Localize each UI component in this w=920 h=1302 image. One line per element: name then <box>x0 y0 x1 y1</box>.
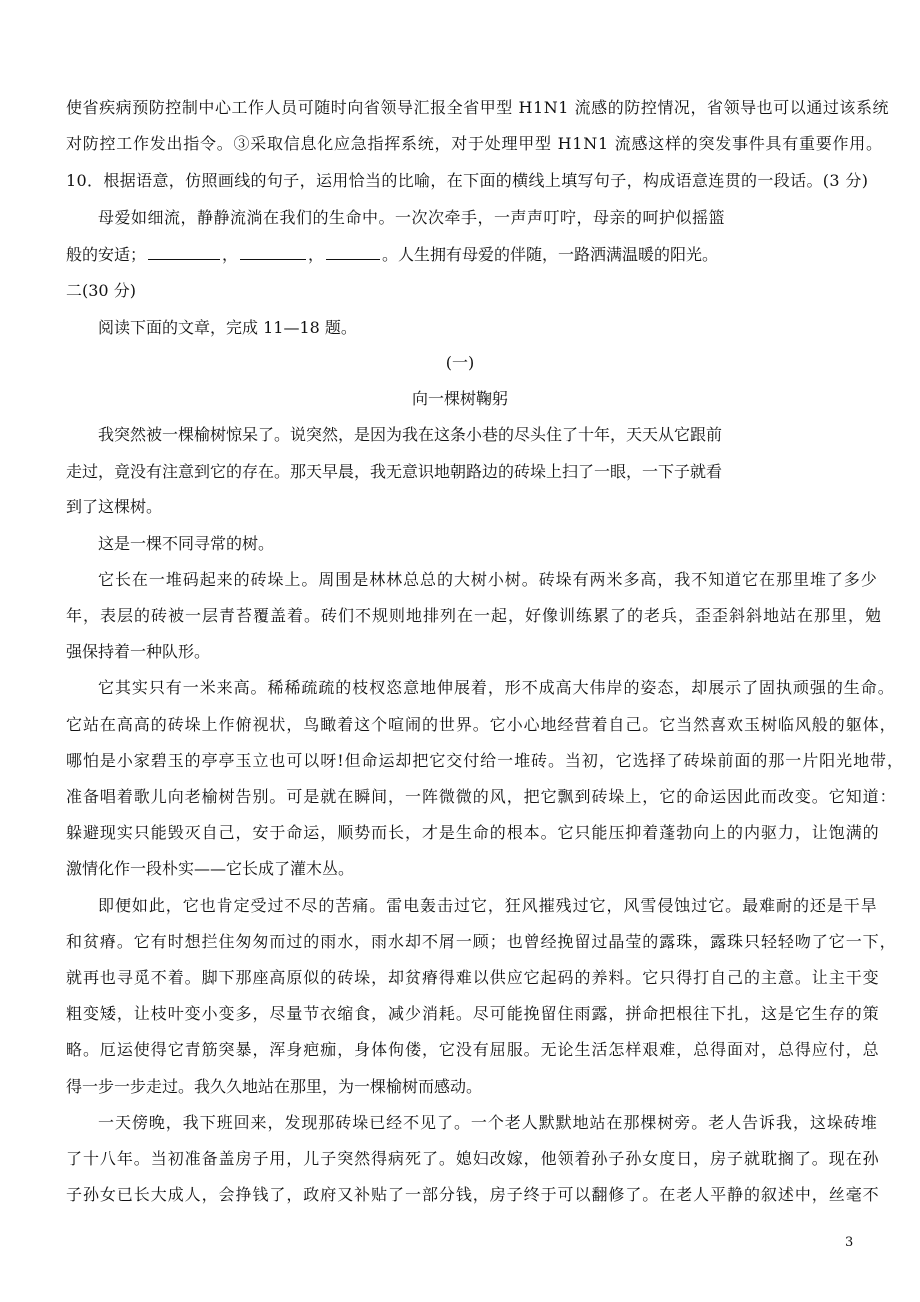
part-label: (一) <box>445 353 475 372</box>
article-title: 向一棵树鞠躬 <box>411 389 508 408</box>
paragraph-line: 了十八年。当初准备盖房子用，儿子突然得病死了。媳妇改嫁，他领着孙子孙女度日，房子就耽搁了。现在孙 <box>66 1149 880 1168</box>
text-line: 对防控工作发出指令。③采取信息化应急指挥系统，对于处理甲型 H1N1 流感这样的突发事件具有重要作用。 <box>66 134 883 153</box>
paragraph-line: 和贫瘠。它有时想拦住匆匆而过的雨水，雨水却不屑一顾；也曾经挽留过晶莹的露珠，露珠只轻轻吻了它一下， <box>66 932 897 951</box>
paragraph-line: 强保持着一种队形。 <box>66 642 211 661</box>
paragraph-line: 即便如此，它也肯定受过不尽的苦痛。雷电轰击过它，狂风摧残过它，风雪侵蚀过它。最难耐的还是干旱 <box>98 896 878 915</box>
fill-in-line <box>66 244 718 265</box>
paragraph-line: 到了这棵树。 <box>66 497 163 516</box>
text-segment: ， <box>308 245 325 264</box>
paragraph-line: 粗变矮，让枝叶变小变多，尽量节衣缩食，减少消耗。尽可能挽留住雨露，拼命把根往下扎，这是它生存的策 <box>66 1004 880 1023</box>
paragraph-line: 哪怕是小家碧玉的亭亭玉立也可以呀!但命运却把它交付给一堆砖。当初，它选择了砖垛前面的那一片阳光地带， <box>66 751 904 770</box>
text-segment: ， <box>222 245 239 264</box>
paragraph-line: 它站在高高的砖垛上作俯视状，鸟瞰着这个喧闹的世界。它小心地经营着自己。它当然喜欢玉树临风般的躯体， <box>66 715 897 734</box>
answer-blank-2 <box>240 244 306 260</box>
paragraph-line: 激情化作一段朴实——它长成了灌木丛。 <box>66 859 355 878</box>
paragraph-line: 这是一棵不同寻常的树。 <box>98 534 275 553</box>
paragraph-line: 子孙女已长大成人，会挣钱了，政府又补贴了一部分钱，房子终于可以翻修了。在老人平静的叙述中，丝毫不 <box>66 1185 880 1204</box>
answer-blank-3 <box>326 244 380 260</box>
paragraph-line: 略。厄运使得它青筋突暴，浑身疤痂，身体佝偻，它没有屈服。无论生活怎样艰难，总得面对，总得应付，总 <box>66 1040 880 1059</box>
paragraph-line: 就再也寻觅不着。脚下那座高原似的砖垛，却贫瘠得难以供应它起码的养料。它只得打自己的主意。让主干变 <box>66 968 880 987</box>
section-heading: 二(30 分) <box>66 281 136 300</box>
paragraph-line: 我突然被一棵榆树惊呆了。说突然，是因为我在这条小巷的尽头住了十年，天天从它跟前 <box>98 425 723 444</box>
paragraph-line: 走过，竟没有注意到它的存在。那天早晨，我无意识地朝路边的砖垛上扫了一眼，一下子就看 <box>66 462 723 481</box>
paragraph-line: 躲避现实只能毁灭自己，安于命运，顺势而长，才是生命的根本。它只能压抑着蓬勃向上的内驱力，让饱满的 <box>66 823 880 842</box>
text-segment: 般的安适； <box>66 245 147 264</box>
text-segment: 。人生拥有母爱的伴随，一路洒满温暖的阳光。 <box>382 245 719 264</box>
text-line: 母爱如细流，静静流淌在我们的生命中。一次次牵手，一声声叮咛，母亲的呵护似摇篮 <box>98 208 726 227</box>
answer-blank-1 <box>148 244 220 260</box>
paragraph-line: 年，表层的砖被一层青苔覆盖着。砖们不规则地排列在一起，好像训练累了的老兵，歪歪斜斜地站在那里，勉 <box>66 606 883 625</box>
paragraph-line: 它长在一堆码起来的砖垛上。周围是林林总总的大树小树。砖垛有两米多高，我不知道它在那里堆了多少 <box>98 570 878 589</box>
paragraph-line: 它其实只有一米来高。稀稀疏疏的枝杈恣意地伸展着，形不成高大伟岸的姿态，却展示了固执顽强的生命。 <box>98 678 895 697</box>
paragraph-line: 一天傍晚，我下班回来，发现那砖垛已经不见了。一个老人默默地站在那棵树旁。老人告诉我，这垛砖堆 <box>98 1113 878 1132</box>
paragraph-line: 得一步一步走过。我久久地站在那里，为一棵榆树而感动。 <box>66 1077 483 1096</box>
page-number: 3 <box>845 1235 854 1250</box>
text-line: 使省疾病预防控制中心工作人员可随时向省领导汇报全省甲型 H1N1 流感的防控情况，省领导也可以通过该系统 <box>66 98 890 117</box>
instruction: 阅读下面的文章，完成 11—18 题。 <box>98 318 357 337</box>
question-10: 10．根据语意，仿照画线的句子，运用恰当的比喻，在下面的横线上填写句子，构成语意连贯的一段话。(3 分) <box>66 171 869 190</box>
paragraph-line: 准备唱着歌儿向老榆树告别。可是就在瞬间，一阵微微的风，把它飘到砖垛上，它的命运因此而改变。它知道： <box>66 787 897 806</box>
